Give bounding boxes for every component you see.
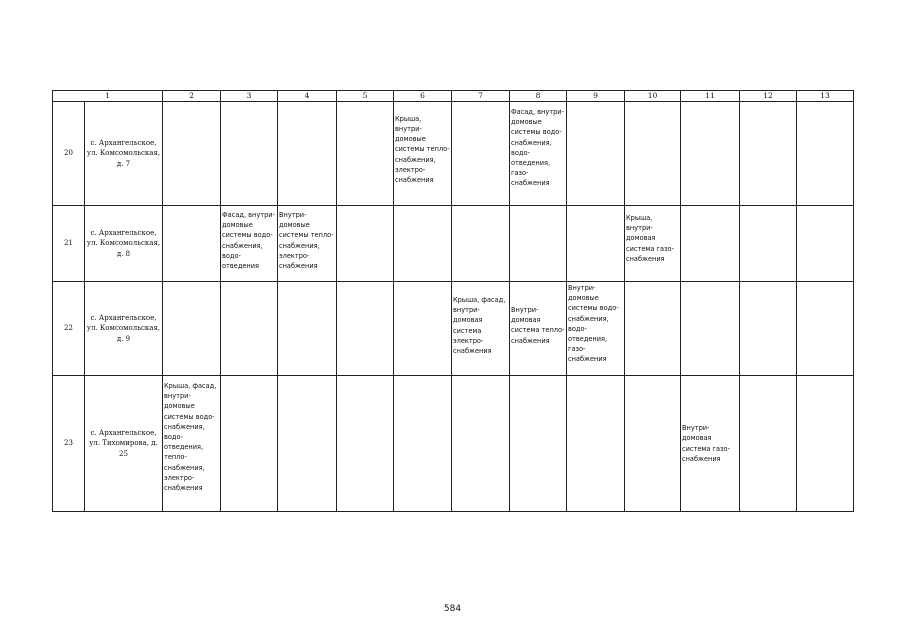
work-cell xyxy=(797,206,854,282)
header-cell: 2 xyxy=(163,91,221,102)
address-cell: с. Архангельское, ул. Комсомольская, д. 8 xyxy=(85,206,163,282)
work-cell xyxy=(163,102,221,206)
table-row xyxy=(53,102,854,206)
header-cell: 5 xyxy=(337,91,394,102)
work-cell xyxy=(394,376,452,512)
work-cell xyxy=(510,376,567,512)
work-cell xyxy=(740,282,797,376)
header-cell: 9 xyxy=(567,91,625,102)
table-row xyxy=(53,206,854,282)
work-text: Внутри-домовые системы водо-снабжения, водо-отведения, газо-снабжения xyxy=(568,284,619,364)
work-cell xyxy=(278,206,337,282)
work-cell xyxy=(567,376,625,512)
work-cell xyxy=(567,102,625,206)
address-cell: с. Архангельское, ул. Комсомольская, д. 7 xyxy=(85,102,163,206)
work-cell xyxy=(394,282,452,376)
work-cell xyxy=(567,282,625,376)
work-text: Внутри-домовая система газо-снабжения xyxy=(682,424,730,463)
header-cell: 1 xyxy=(53,91,163,102)
work-cell xyxy=(163,282,221,376)
work-cell xyxy=(337,102,394,206)
work-cell xyxy=(221,206,278,282)
work-cell xyxy=(797,376,854,512)
work-cell xyxy=(797,282,854,376)
header-cell: 12 xyxy=(740,91,797,102)
work-cell xyxy=(337,206,394,282)
work-cell xyxy=(221,282,278,376)
work-cell xyxy=(681,376,740,512)
header-row xyxy=(53,91,854,102)
work-cell xyxy=(221,102,278,206)
work-cell xyxy=(681,282,740,376)
address-cell: с. Архангельское, ул. Тихомирова, д. 25 xyxy=(85,376,163,512)
work-text: Крыша, фасад, внутри-домовая система электро-снабжения xyxy=(453,296,506,356)
work-cell xyxy=(625,282,681,376)
work-cell xyxy=(452,206,510,282)
work-cell xyxy=(394,102,452,206)
header-cell: 4 xyxy=(278,91,337,102)
work-cell xyxy=(681,102,740,206)
work-cell xyxy=(740,376,797,512)
work-text: Фасад, внутри-домовые системы водо-снабжения, водо-отведения, газо-снабжения xyxy=(511,108,564,188)
work-cell xyxy=(221,376,278,512)
work-text: Фасад, внутри-домовые системы водо-снабжения, водо-отведения xyxy=(222,211,275,271)
work-text: Внутри-домовые системы тепло-снабжения, электро-снабжения xyxy=(279,211,334,271)
row-number: 20 xyxy=(53,102,85,206)
work-cell xyxy=(278,102,337,206)
work-cell xyxy=(510,206,567,282)
header-cell: 6 xyxy=(394,91,452,102)
work-cell xyxy=(681,206,740,282)
work-text: Внутри-домовая система тепло-снабжения xyxy=(511,306,565,345)
work-cell xyxy=(625,206,681,282)
work-cell xyxy=(567,206,625,282)
work-cell xyxy=(163,206,221,282)
work-cell xyxy=(394,206,452,282)
work-cell xyxy=(625,376,681,512)
row-number: 22 xyxy=(53,282,85,376)
work-cell xyxy=(740,102,797,206)
header-cell: 11 xyxy=(681,91,740,102)
header-cell: 13 xyxy=(797,91,854,102)
work-cell xyxy=(452,102,510,206)
table-row xyxy=(53,376,854,512)
work-text: Крыша, фасад, внутри-домовые системы водо-снабжения, водо-отведения, тепло-снабжения, электро-снабжения xyxy=(164,382,217,493)
work-cell xyxy=(797,102,854,206)
work-text: Крыша, внутри-домовые системы тепло-снабжения, электро-снабжения xyxy=(395,114,450,184)
schedule-table xyxy=(52,90,854,512)
address-cell: с. Архангельское, ул. Комсомольская, д. 9 xyxy=(85,282,163,376)
work-cell xyxy=(337,376,394,512)
work-cell xyxy=(452,282,510,376)
work-cell xyxy=(510,102,567,206)
header-cell: 8 xyxy=(510,91,567,102)
work-cell xyxy=(163,376,221,512)
row-number: 21 xyxy=(53,206,85,282)
work-cell xyxy=(278,282,337,376)
page-number: 584 xyxy=(443,604,462,614)
work-cell xyxy=(625,102,681,206)
table-row xyxy=(53,282,854,376)
header-cell: 7 xyxy=(452,91,510,102)
work-cell xyxy=(278,376,337,512)
header-cell: 3 xyxy=(221,91,278,102)
header-cell: 10 xyxy=(625,91,681,102)
work-cell xyxy=(740,206,797,282)
work-cell xyxy=(337,282,394,376)
work-text: Крыша, внутри-домовая система газо-снабжения xyxy=(626,214,674,263)
row-number: 23 xyxy=(53,376,85,512)
work-cell xyxy=(510,282,567,376)
work-cell xyxy=(452,376,510,512)
